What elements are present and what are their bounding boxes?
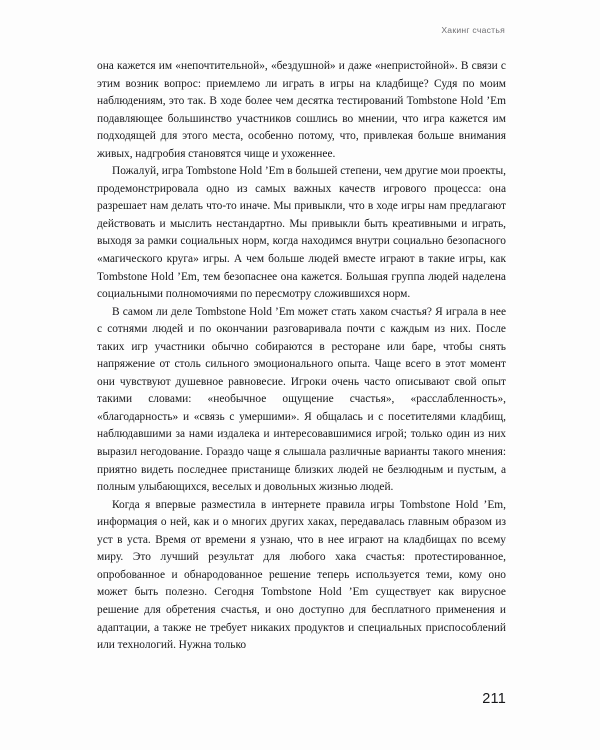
paragraph: она кажется им «непочтительной», «бездушной» и даже «непристойной». В связи с этим возник вопрос: приемлемо ли играть в игры на кладбище? Судя по моим наблюдениям, это так. В ходе более чем десятка тестирований Tombstone Hold ’Em подавляющее большинство участников сошлись во мнении, что игра кажется им подходящей для этого места, особенно потому, что, привлекая больше внимания живых, надгробия становятся чище и ухоженнее. bbox=[97, 60, 506, 160]
page-number: 211 bbox=[482, 691, 506, 707]
paragraph: Когда я впервые разместила в интернете правила игры Tombstone Hold ’Em, информация о ней, как и о многих других хаках, передавалась главным образом из уст в уста. Время от времени я узнаю, что в нее играют на кладбищах по всему миру. Это лучший результат для любого хака счастья: протестированное, опробованное и обнародованное решение теперь используется теми, кому оно может быть полезно. Сегодня Tombstone Hold ’Em существует как вирусное решение для обретения счастья, и оно доступно для бесплатного применения и адаптации, а также не требует никаких продуктов и специальных приспособлений или технологий. Нужна только bbox=[97, 498, 506, 652]
paragraph: В самом ли деле Tombstone Hold ’Em может стать хаком счастья? Я играла в нее с сотнями людей и по окончании разговаривала почти с каждым из них. После таких игр участники обычно собираются в ресторане или баре, чтобы снять напряжение от столь сильного эмоционального опыта. Чаще всего в этот момент они чувствуют душевное равновесие. Игроки очень часто описывают свой опыт такими словами: «необычное ощущение счастья», «расслабленность», «благодарность» и «связь с умершими». Я общалась и с посетителями кладбищ, наблюдавшими за нами издалека и интересовавшимися игрой; только один из них выразил негодование. Гораздо чаще я слышала различные варианты такого мнения: приятно видеть последнее пристанище близких людей не безлюдным и пустым, а полным улыбающихся, веселых и довольных жизнью людей. bbox=[97, 305, 506, 494]
body-text-block bbox=[97, 58, 506, 655]
running-head: Хакинг счастья bbox=[441, 25, 505, 35]
paragraph: Пожалуй, игра Tombstone Hold ’Em в большей степени, чем другие мои проекты, продемонстрировала одно из самых важных качеств игрового процесса: она разрешает нам делать что-то иначе. Мы привыкли, что в ходе игры нам предлагают действовать и мыслить нестандартно. Мы привыкли быть креативными и играть, выходя за рамки социальных норм, когда находимся внутри социально безопасного «магического круга» игры. А чем больше людей вместе играют в такие игры, как Tombstone Hold ’Em, тем безопаснее она кажется. Большая группа людей наделена социальными полномочиями по пересмотру сложившихся норм. bbox=[97, 165, 506, 301]
